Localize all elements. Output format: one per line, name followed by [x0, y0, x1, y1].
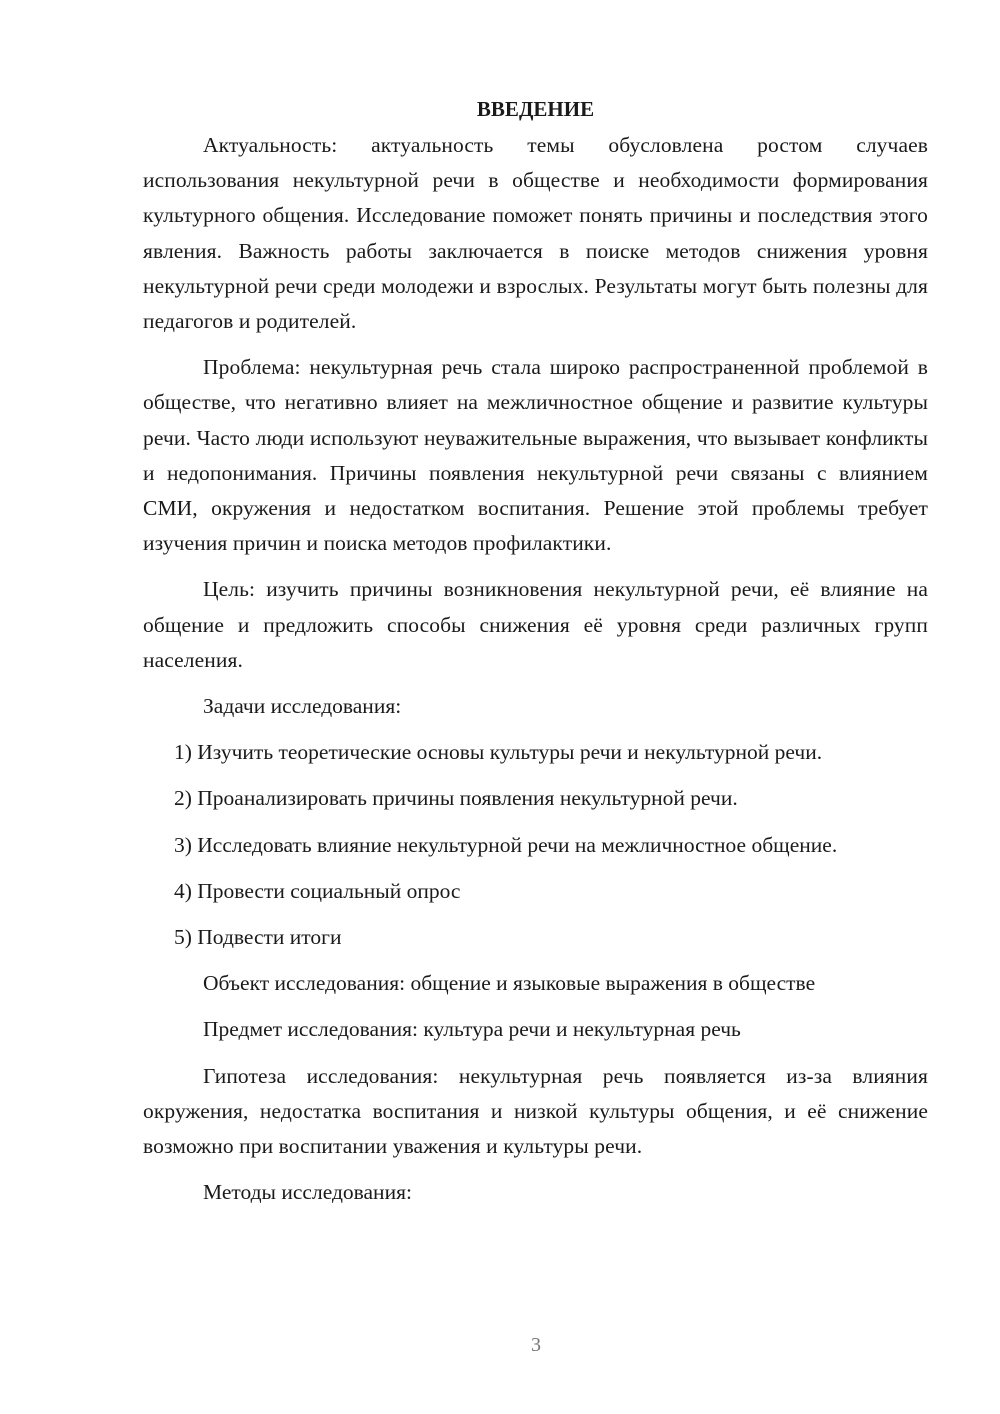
hypothesis-paragraph: Гипотеза исследования: некультурная речь появляется из-за влияния окружения, недостатка воспитания и низкой культуры общения, и её снижение возможно при воспитании уважения и культуры речи.	[143, 1063, 928, 1159]
page-number: 3	[531, 1334, 541, 1356]
methods-title: Методы исследования:	[203, 1180, 412, 1205]
goal-paragraph: Цель: изучить причины возникновения некультурной речи, её влияние на общение и предложить способы снижения её уровня среди различных групп населения.	[143, 577, 928, 672]
task-item-1: 1) Изучить теоретические основы культуры речи и некультурной речи.	[174, 740, 823, 765]
task-item-4: 4) Провести социальный опрос	[174, 878, 461, 903]
task-item-3: 3) Исследовать влияние некультурной речи на межличностное общение.	[174, 832, 838, 857]
tasks-title: Задачи исследования:	[203, 694, 402, 719]
relevance-paragraph: Актуальность: актуальность темы обусловлена ростом случаев использования некультурной речи в обществе и необходимости формирования культурного общения. Исследование поможет понять причины и последствия этого явления. Важность работы заключается в поиске методов снижения уровня некультурной речи среди молодежи и взрослых. Результаты могут быть полезны для педагогов и родителей.	[143, 133, 928, 334]
task-item-2: 2) Проанализировать причины появления некультурной речи.	[174, 786, 738, 811]
problem-paragraph: Проблема: некультурная речь стала широко распространенной проблемой в обществе, что негативно влияет на межличностное общение и развитие культуры речи. Часто люди используют неуважительные выражения, что вызывает конфликты и недопонимания. Причины появления некультурной речи связаны с влиянием СМИ, окружения и недостатком воспитания. Решение этой проблемы требует изучения причин и поиска методов профилактики.	[143, 355, 928, 556]
subject-line: Предмет исследования: культура речи и некультурная речь	[203, 1017, 741, 1042]
section-heading: ВВЕДЕНИЕ	[476, 97, 595, 121]
document-body	[143, 92, 928, 1221]
task-item-5: 5) Подвести итоги	[174, 925, 342, 950]
object-line: Объект исследования: общение и языковые выражения в обществе	[203, 971, 816, 996]
